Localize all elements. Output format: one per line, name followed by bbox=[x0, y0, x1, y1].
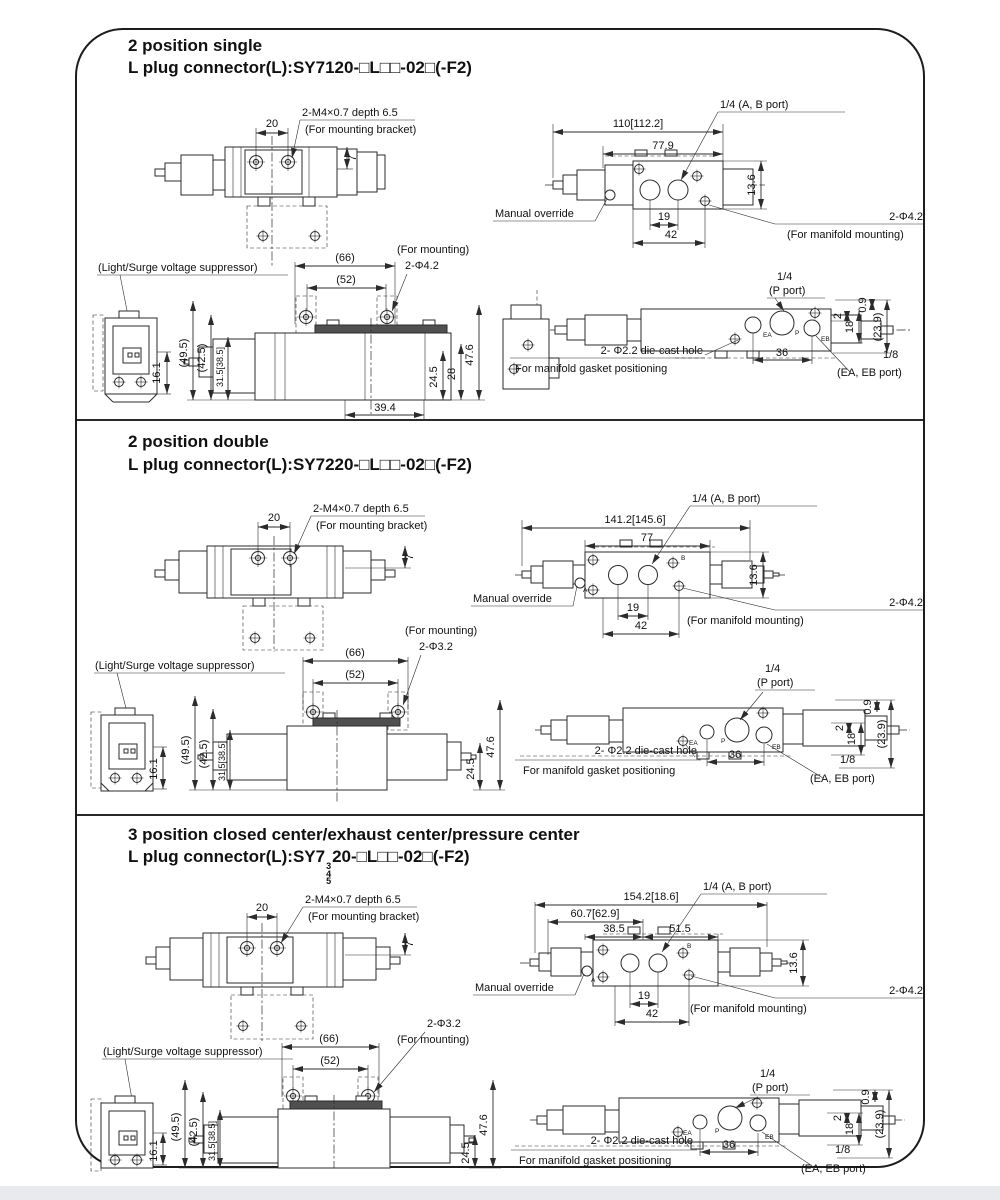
dim-19-label: 19 bbox=[626, 602, 640, 614]
dim-36-label: 36 bbox=[775, 347, 789, 359]
dim-20-label: 20 bbox=[265, 118, 279, 130]
section-subtitle: L plug connector(L):SY7220-□L□□-02□(-F2) bbox=[128, 455, 472, 474]
dim-52-label: (52) bbox=[336, 274, 356, 286]
mount-hole-note: 2-Φ3.2 bbox=[419, 641, 453, 653]
overall-dim-label: 141.2[145.6] bbox=[604, 514, 666, 526]
seg1-dim-label: 38.5 bbox=[603, 923, 625, 935]
dim-24-5-label: 24.5 bbox=[465, 758, 477, 780]
section-title: 2 position single bbox=[128, 36, 263, 55]
dim-24-5-label: 24.5 bbox=[428, 366, 440, 388]
dim-52-label: (52) bbox=[345, 669, 365, 681]
manifold-hole-note: 2-Φ4.2 bbox=[889, 985, 923, 997]
b-label: B bbox=[687, 943, 692, 950]
dim-42-label: 42 bbox=[634, 620, 648, 632]
width-dim-label: 77 bbox=[640, 532, 654, 544]
section-3-position bbox=[75, 815, 925, 1185]
die-cast-note: 2- Φ2.2 die-cast hole bbox=[600, 345, 703, 357]
manifold-side-view bbox=[515, 663, 910, 785]
dim-28-label: 28 bbox=[446, 367, 458, 381]
dim-23-9-label: (23.9) bbox=[872, 312, 884, 342]
dim-0-9-label: 0.9 bbox=[857, 297, 869, 313]
manifold-mounting-note: (For manifold mounting) bbox=[787, 229, 904, 241]
gasket-note: For manifold gasket positioning bbox=[515, 363, 668, 375]
dim-7-label: 7 bbox=[347, 154, 359, 162]
dim-42-5-label: (42.5) bbox=[198, 739, 210, 769]
dim-31-5-label: 31.5[38.5] bbox=[207, 1120, 217, 1162]
seg2-dim-label: 51.5 bbox=[669, 923, 691, 935]
p-label: P bbox=[795, 330, 800, 337]
section-2-position-double bbox=[75, 420, 925, 815]
ea-label: EA bbox=[763, 332, 772, 339]
dim-19-label: 19 bbox=[637, 990, 651, 1002]
manifold-mounting-note: (For manifold mounting) bbox=[687, 615, 804, 627]
ea-label: EA bbox=[683, 1130, 692, 1137]
manifold-hole-note: 2-Φ4.2 bbox=[889, 211, 923, 223]
dim-42-5-label: (42.5) bbox=[196, 343, 208, 373]
dim-52-label: (52) bbox=[320, 1055, 340, 1067]
section-subtitle: L plug connector(L):SY7120-□L□□-02□(-F2) bbox=[128, 58, 472, 77]
dim-2-label: 2 bbox=[832, 312, 844, 320]
dim-42-5-label: (42.5) bbox=[188, 1117, 200, 1147]
dim-16-1-label: 16.1 bbox=[148, 1140, 160, 1162]
dim-7-label: 7 bbox=[404, 940, 416, 948]
valve-top-view bbox=[155, 503, 427, 652]
left-seg-dim-label: 60.7[62.9] bbox=[570, 908, 620, 920]
valve-top-view bbox=[146, 894, 419, 1041]
dim-31-5-label: 31.5[38.5] bbox=[217, 740, 227, 782]
bracket-note: (For mounting bracket) bbox=[308, 911, 420, 923]
dim-24-5-label: 24.5 bbox=[460, 1142, 472, 1164]
bracket-note: (For mounting bracket) bbox=[305, 124, 417, 136]
dim-42-label: 42 bbox=[645, 1008, 659, 1020]
a-label: A bbox=[591, 977, 596, 984]
dim-39-4-label: 39.4 bbox=[374, 402, 396, 414]
overall-dim-label: 154.2[18.6] bbox=[623, 891, 679, 903]
drawings-3-position bbox=[75, 815, 925, 1185]
section-2-position-single bbox=[75, 28, 925, 420]
manifold-top-view bbox=[493, 99, 923, 248]
dim-66-label: (66) bbox=[319, 1033, 339, 1045]
quarter-note: 1/4 bbox=[760, 1068, 776, 1080]
dim-23-9-label: (23.9) bbox=[874, 1109, 886, 1139]
manual-override-note: Manual override bbox=[495, 208, 574, 220]
gasket-note: For manifold gasket positioning bbox=[523, 765, 676, 777]
ea-label: EA bbox=[689, 740, 698, 747]
dim-0-9-label: 0.9 bbox=[862, 699, 874, 715]
thread-note: 2-M4×0.7 depth 6.5 bbox=[305, 894, 401, 906]
eighth-note: 1/8 bbox=[840, 754, 856, 766]
ab-port-note: 1/4 (A, B port) bbox=[720, 99, 789, 111]
dim-2-label: 2 bbox=[834, 724, 846, 732]
a-label: A bbox=[583, 587, 588, 594]
front-view bbox=[170, 1018, 501, 1168]
dim-66-label: (66) bbox=[335, 252, 355, 264]
eaeb-port-note: (EA, EB port) bbox=[810, 773, 875, 785]
manual-override-note: Manual override bbox=[475, 982, 554, 994]
dim-16-1-label: 16.1 bbox=[148, 758, 160, 780]
overall-dim-label: 110[112.2] bbox=[612, 118, 664, 130]
dim-49-5-label: (49.5) bbox=[180, 735, 192, 765]
height-dim-label: 13.6 bbox=[748, 564, 760, 586]
dim-49-5-label: (49.5) bbox=[170, 1112, 182, 1142]
dim-49-5-label: (49.5) bbox=[178, 338, 190, 368]
dim-23-9-label: (23.9) bbox=[876, 719, 888, 749]
eb-label: EB bbox=[821, 336, 830, 343]
b-label: B bbox=[681, 555, 686, 562]
manifold-top-view bbox=[471, 493, 923, 638]
valve-top-view bbox=[155, 107, 416, 266]
dim-31-5-label: 31.5[38.5] bbox=[215, 346, 225, 388]
dim-47-6-label: 47.6 bbox=[478, 1114, 490, 1136]
dim-20-label: 20 bbox=[267, 512, 281, 524]
mounting-note: (For mounting) bbox=[405, 625, 478, 637]
eb-label: EB bbox=[765, 1134, 774, 1141]
eighth-note: 1/8 bbox=[835, 1144, 851, 1156]
stack-digit: 3 bbox=[326, 861, 332, 871]
front-view bbox=[180, 625, 505, 802]
mounting-note: (For mounting) bbox=[397, 1034, 470, 1046]
p-label: P bbox=[721, 738, 726, 745]
dim-16-1-label: 16.1 bbox=[151, 362, 163, 384]
quarter-note: 1/4 bbox=[765, 663, 781, 675]
height-dim-label: 13.6 bbox=[788, 952, 800, 974]
eb-label: EB bbox=[772, 744, 781, 751]
width-dim-label: 77.9 bbox=[652, 140, 674, 152]
dim-36-label: 36 bbox=[728, 749, 742, 761]
suppressor-note: (Light/Surge voltage suppressor) bbox=[95, 660, 255, 672]
section-title: 3 position closed center/exhaust center/pressure center bbox=[128, 825, 580, 844]
bracket-note: (For mounting bracket) bbox=[316, 520, 428, 532]
subtitle-suffix: 20-□L□□-02□(-F2) bbox=[332, 847, 470, 866]
gasket-note: For manifold gasket positioning bbox=[519, 1155, 672, 1167]
dim-2-label: 2 bbox=[832, 1114, 844, 1122]
subtitle-prefix: L plug connector(L):SY7 bbox=[128, 847, 326, 866]
manifold-top-view bbox=[473, 881, 923, 1026]
page-bottom-strip bbox=[0, 1186, 1000, 1200]
dim-42-label: 42 bbox=[664, 229, 678, 241]
height-dim-label: 13.6 bbox=[746, 174, 758, 196]
dim-66-label: (66) bbox=[345, 647, 365, 659]
dim-36-label: 36 bbox=[722, 1139, 736, 1151]
stack-digit: 4 bbox=[326, 868, 332, 879]
dim-0-9-label: 0.9 bbox=[860, 1089, 872, 1105]
dim-7-label: 7 bbox=[404, 553, 416, 561]
dim-47-6-label: 47.6 bbox=[464, 344, 476, 366]
dim-18-label: 18 bbox=[844, 320, 856, 334]
suppressor-note: (Light/Surge voltage suppressor) bbox=[98, 262, 258, 274]
mount-hole-note: 2-Φ4.2 bbox=[405, 260, 439, 272]
dim-47-6-label: 47.6 bbox=[485, 736, 497, 758]
mount-hole-note: 2-Φ3.2 bbox=[427, 1018, 461, 1030]
thread-note: 2-M4×0.7 depth 6.5 bbox=[302, 107, 398, 119]
suppressor-note: (Light/Surge voltage suppressor) bbox=[103, 1046, 263, 1058]
dim-18-label: 18 bbox=[844, 1122, 856, 1136]
mounting-note: (For mounting) bbox=[397, 244, 470, 256]
section-title: 2 position double bbox=[128, 432, 269, 451]
die-cast-note: 2- Φ2.2 die-cast hole bbox=[594, 745, 697, 757]
dim-18-label: 18 bbox=[846, 732, 858, 746]
manifold-hole-note: 2-Φ4.2 bbox=[889, 597, 923, 609]
manifold-side-view bbox=[511, 1068, 905, 1175]
die-cast-note: 2- Φ2.2 die-cast hole bbox=[590, 1135, 693, 1147]
drawings-2-position-double bbox=[75, 420, 925, 815]
p-port-note: (P port) bbox=[769, 285, 806, 297]
drawings-2-position-single bbox=[75, 28, 925, 420]
quarter-note: 1/4 bbox=[777, 271, 793, 283]
dim-20-label: 20 bbox=[255, 902, 269, 914]
p-port-note: (P port) bbox=[757, 677, 794, 689]
manual-override-note: Manual override bbox=[473, 593, 552, 605]
ab-port-note: 1/4 (A, B port) bbox=[692, 493, 761, 505]
manifold-mounting-note: (For manifold mounting) bbox=[690, 1003, 807, 1015]
dim-19-label: 19 bbox=[657, 211, 671, 223]
eighth-note: 1/8 bbox=[883, 349, 899, 361]
ab-port-note: 1/4 (A, B port) bbox=[703, 881, 772, 893]
stack-digit: 5 bbox=[326, 876, 332, 886]
p-port-note: (P port) bbox=[752, 1082, 789, 1094]
p-label: P bbox=[715, 1128, 720, 1135]
manifold-side-view bbox=[510, 271, 910, 379]
eaeb-port-note: (EA, EB port) bbox=[801, 1163, 866, 1175]
eaeb-port-note: (EA, EB port) bbox=[837, 367, 902, 379]
thread-note: 2-M4×0.7 depth 6.5 bbox=[313, 503, 409, 515]
